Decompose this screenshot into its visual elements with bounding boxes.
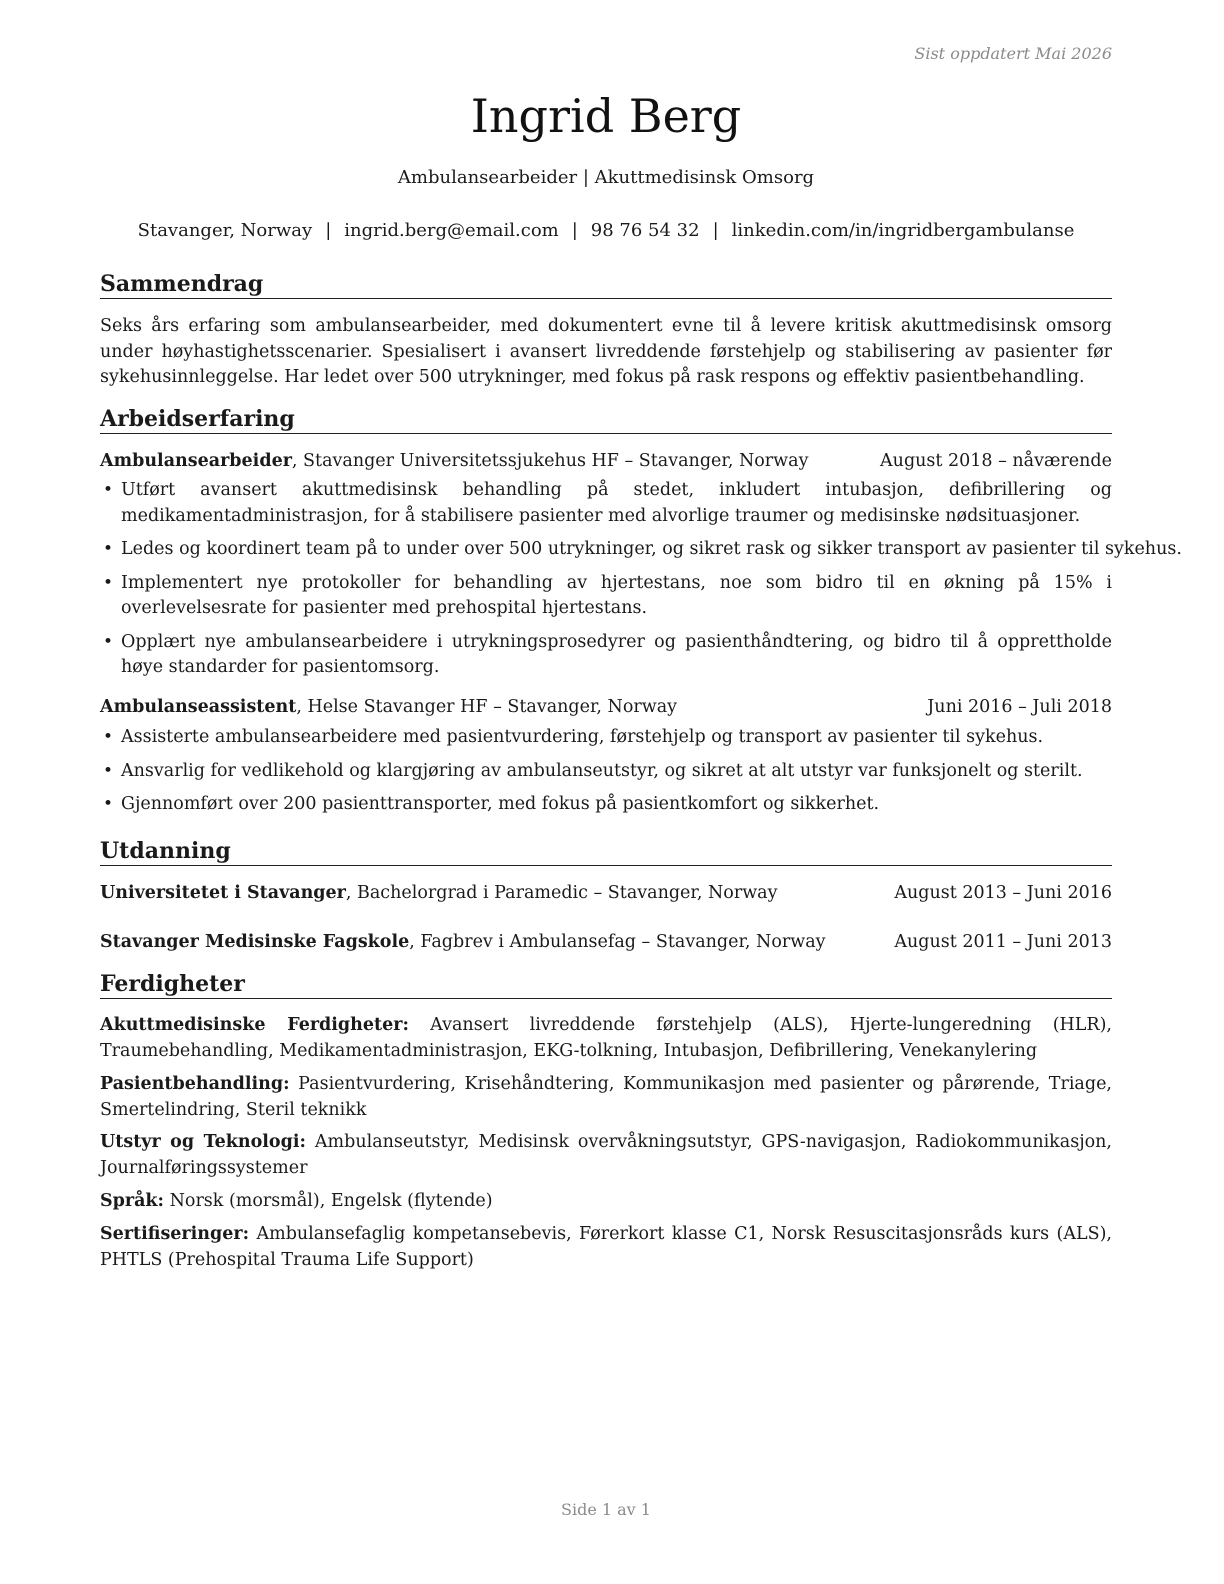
job-bullets	[100, 478, 1182, 689]
skill-text: Pasientvurdering, Krisehåndtering, Kommunikasjon med pasienter og pårørende, Triage, Smertelindring, Steril teknikk	[100, 1074, 1112, 1120]
bullet-icon: •	[103, 631, 114, 652]
job-org: , Stavanger Universitetssjukehus HF – Stavanger, Norway	[291, 451, 809, 471]
skill-group	[100, 1072, 1112, 1123]
section-title-education: Utdanning	[100, 837, 1112, 866]
skill-text: Ambulanseutstyr, Medisinsk overvåkningsutstyr, GPS-navigasjon, Radiokommunikasjon, Journalføringssystemer	[100, 1132, 1112, 1178]
skill-group	[100, 1222, 1112, 1273]
bullet-icon: •	[103, 760, 114, 781]
section-title-skills: Ferdigheter	[100, 970, 1112, 999]
education-school: Universitetet i Stavanger	[100, 883, 346, 903]
job-role: Ambulanseassistent	[100, 697, 297, 717]
job-role: Ambulansearbeider	[100, 451, 292, 471]
skill-group	[100, 1130, 1112, 1181]
list-item: • Gjennomført over 200 pasienttransporter, med fokus på pasientkomfort og sikkerhet.	[100, 792, 1112, 818]
last-updated: Sist oppdatert Mai 2026	[914, 44, 1112, 63]
skill-label: Språk:	[100, 1191, 165, 1211]
bullet-icon: •	[103, 727, 114, 747]
skill-label: Sertifiseringer:	[100, 1224, 250, 1244]
education-dates: August 2013 – Juni 2016	[894, 883, 1112, 903]
candidate-tagline: Ambulansearbeider | Akuttmedisinsk Omsorg	[397, 167, 815, 188]
job-dates: Juni 2016 – Juli 2018	[927, 697, 1112, 717]
education-school: Stavanger Medisinske Fagskole	[100, 932, 410, 952]
skill-group	[100, 1013, 1112, 1064]
contact-linkedin[interactable]: linkedin.com/in/ingridbergambulanse	[731, 220, 1075, 241]
list-item: • Ledes og koordinert team på to under over 500 utrykninger, og sikret rask og sikker transport av pasienter til sykehus.	[100, 537, 1112, 563]
education-item	[100, 929, 1112, 955]
education-detail: , Fagbrev i Ambulansefag – Stavanger, Norway	[409, 932, 826, 952]
skill-label: Pasientbehandling:	[100, 1074, 290, 1094]
bullet-icon: •	[103, 794, 114, 814]
bullet-icon: •	[103, 572, 114, 593]
summary-text: Seks års erfaring som ambulansearbeider, med dokumentert evne til å levere kritisk akuttmedisinsk omsorg under høyhastighetsscenarier. Spesialisert i avansert livreddende førstehjelp og stabilisering av pasienter før sykehusinnleggelse. Har ledet over 500 utrykninger, med fokus på rask respons og effektiv pasientbehandling.	[100, 316, 1112, 387]
skill-label: Akuttmedisinske Ferdigheter:	[100, 1015, 409, 1035]
contact-separator: |	[712, 220, 719, 241]
education-detail: , Bachelorgrad i Paramedic – Stavanger, Norway	[345, 883, 778, 903]
job-dates: August 2018 – nåværende	[880, 451, 1112, 471]
contact-phone: 98 76 54 32	[590, 220, 700, 241]
page-number: Side 1 av 1	[561, 1500, 651, 1519]
bullet-icon: •	[103, 480, 114, 500]
job-header	[100, 448, 1112, 474]
list-item: • Utført avansert akuttmedisinsk behandling på stedet, inkludert intubasjon, defibrillering og medikamentadministrasjon, for å stabilisere pasienter med alvorlige traumer og medisinske nødsituasjoner.	[103, 480, 1112, 526]
skill-text: Ambulansefaglig kompetansebevis, Førerkort klasse C1, Norsk Resuscitasjonsråds kurs (ALS), PHTLS (Prehospital Trauma Life Support)	[100, 1224, 1112, 1270]
education-item	[100, 880, 1112, 906]
bullet-icon: •	[103, 539, 114, 559]
list-item: • Implementert nye protokoller for behandling av hjertestans, noe som bidro til en økning på 15% i overlevelsesrate for pasienter med prehospital hjertestans.	[103, 572, 1112, 618]
contact-separator: |	[325, 220, 332, 241]
skill-group	[100, 1189, 1112, 1215]
job-org: , Helse Stavanger HF – Stavanger, Norway	[296, 697, 678, 717]
job-header	[100, 694, 1112, 720]
contact-location: Stavanger, Norway	[137, 220, 313, 241]
candidate-name: Ingrid Berg	[470, 89, 742, 143]
education-dates: August 2011 – Juni 2013	[894, 932, 1112, 952]
contact-separator: |	[571, 220, 578, 241]
section-title-experience: Arbeidserfaring	[100, 405, 1112, 434]
contact-email[interactable]: ingrid.berg@email.com	[344, 220, 559, 241]
job-bullets	[100, 725, 1112, 826]
skill-label: Utstyr og Teknologi:	[100, 1132, 306, 1152]
list-item: • Ansvarlig for vedlikehold og klargjøring av ambulanseutstyr, og sikret at alt utstyr var funksjonelt og sterilt.	[100, 759, 1112, 785]
section-title-summary: Sammendrag	[100, 270, 1112, 299]
skill-text: Avansert livreddende førstehjelp (ALS), Hjerte-lungeredning (HLR), Traumebehandling, Medikamentadministrasjon, EKG-tolkning, Intubasjon, Defibrillering, Venekanylering	[100, 1015, 1112, 1061]
list-item: • Opplært nye ambulansearbeidere i utrykningsprosedyrer og pasienthåndtering, og bidro til å opprettholde høye standarder for pasientomsorg.	[103, 631, 1112, 677]
list-item: • Assisterte ambulansearbeidere med pasientvurdering, førstehjelp og transport av pasienter til sykehus.	[100, 725, 1112, 751]
skill-text: Norsk (morsmål), Engelsk (flytende)	[164, 1191, 493, 1211]
contact-line	[100, 218, 1112, 244]
